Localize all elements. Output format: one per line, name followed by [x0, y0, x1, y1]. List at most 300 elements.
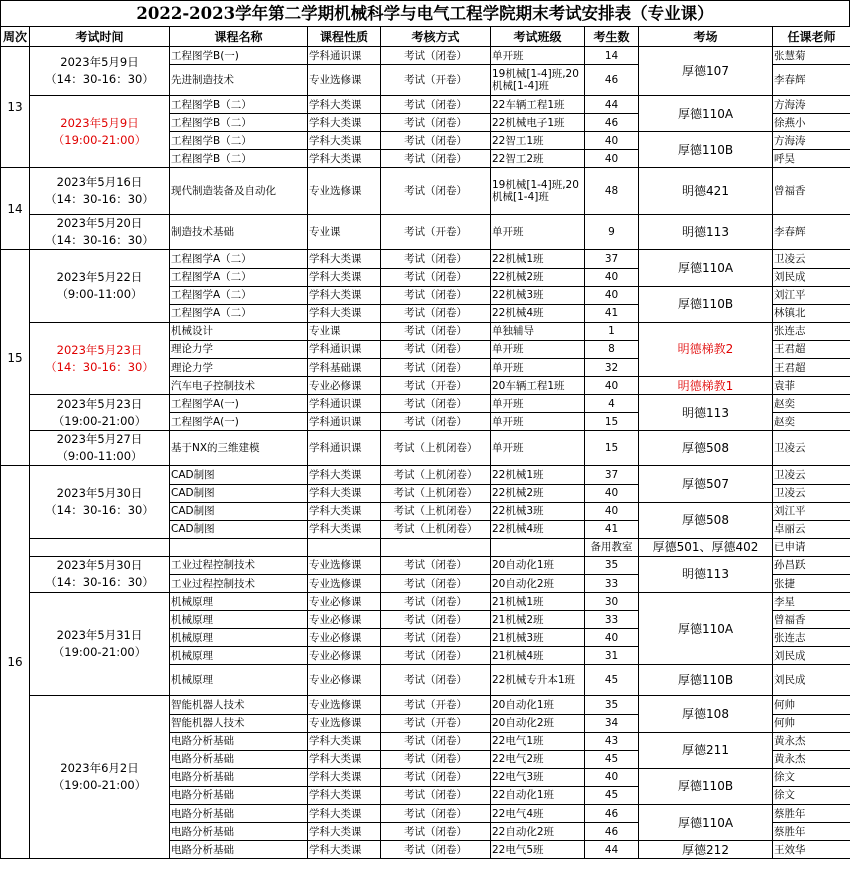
student-count: 46: [585, 65, 639, 96]
exam-method: 考试（上机闭卷）: [381, 484, 491, 502]
course-name: 机械原理: [170, 593, 308, 611]
exam-method: 考试（闭卷）: [381, 665, 491, 696]
student-count: 40: [585, 268, 639, 286]
exam-class: 20自动化1班: [491, 556, 585, 574]
teacher-name: 林镇北: [773, 304, 850, 322]
exam-slot: （19:00-21:00）: [52, 645, 147, 660]
exam-room: 明德113: [639, 215, 773, 250]
exam-time-cell: [30, 431, 170, 466]
course-nature: 学科通识课: [308, 431, 381, 466]
exam-schedule-table: [0, 26, 850, 859]
exam-slot: （14：30-16：30）: [45, 233, 154, 248]
exam-method: 考试（闭卷）: [381, 96, 491, 114]
header-room: 考场: [639, 27, 773, 47]
table-row: [1, 556, 850, 574]
course-name: 现代制造装备及自动化: [170, 168, 308, 215]
course-nature: 专业选修课: [308, 574, 381, 592]
exam-room: 厚德107: [639, 47, 773, 96]
table-row: [1, 593, 850, 611]
student-count: 1: [585, 322, 639, 340]
exam-time-cell: [30, 322, 170, 394]
teacher-name: 黄永杰: [773, 732, 850, 750]
student-count: 41: [585, 520, 639, 538]
course-name: 制造技术基础: [170, 215, 308, 250]
exam-class: 单开班: [491, 340, 585, 358]
header-week: 周次: [1, 27, 30, 47]
exam-time-cell: [30, 538, 170, 556]
exam-method: 考试（闭卷）: [381, 732, 491, 750]
exam-room: 厚德212: [639, 841, 773, 859]
header-course: 课程名称: [170, 27, 308, 47]
exam-room: 厚德508: [639, 431, 773, 466]
exam-method: 考试（闭卷）: [381, 611, 491, 629]
student-count: 35: [585, 696, 639, 714]
teacher-name: 李星: [773, 593, 850, 611]
course-name: 智能机器人技术: [170, 696, 308, 714]
course-nature: 学科通识课: [308, 340, 381, 358]
exam-class: 21机械3班: [491, 629, 585, 647]
course-nature: 专业必修课: [308, 611, 381, 629]
course-name: 工程图学A（二）: [170, 268, 308, 286]
course-name: 基于NX的三维建模: [170, 431, 308, 466]
exam-time-cell: [30, 215, 170, 250]
course-nature: 学科通识课: [308, 413, 381, 431]
teacher-name: 呼昊: [773, 150, 850, 168]
exam-class: 单开班: [491, 413, 585, 431]
course-name: 电路分析基础: [170, 823, 308, 841]
course-name: 智能机器人技术: [170, 714, 308, 732]
student-count: 45: [585, 786, 639, 804]
student-count: 46: [585, 805, 639, 823]
exam-class: 22机械2班: [491, 268, 585, 286]
teacher-name: 卫凌云: [773, 250, 850, 268]
exam-room: 明德梯教2: [639, 322, 773, 376]
course-name: 工程图学B(一): [170, 47, 308, 65]
exam-date: 2023年5月9日: [60, 115, 139, 130]
student-count: 40: [585, 502, 639, 520]
exam-date: 2023年6月2日: [60, 761, 139, 776]
student-count: 40: [585, 132, 639, 150]
student-count: 44: [585, 96, 639, 114]
exam-method: 考试（闭卷）: [381, 574, 491, 592]
course-nature: 学科大类课: [308, 805, 381, 823]
course-nature: 学科大类课: [308, 502, 381, 520]
exam-class: 20自动化1班: [491, 696, 585, 714]
course-name: 工程图学B（二）: [170, 114, 308, 132]
course-nature: 学科大类课: [308, 520, 381, 538]
exam-class: 22机械1班: [491, 466, 585, 484]
exam-class: 22电气3班: [491, 768, 585, 786]
student-count: 45: [585, 750, 639, 768]
student-count: 41: [585, 304, 639, 322]
exam-slot: （14：30-16：30）: [45, 359, 154, 374]
exam-time-cell: [30, 466, 170, 538]
exam-class: 22自动化1班: [491, 786, 585, 804]
course-name: [170, 538, 308, 556]
exam-class: 单开班: [491, 47, 585, 65]
exam-class: 22电气5班: [491, 841, 585, 859]
exam-slot: （9:00-11:00）: [56, 449, 143, 464]
exam-method: 考试（开卷）: [381, 696, 491, 714]
exam-method: 考试（闭卷）: [381, 593, 491, 611]
exam-date: 2023年5月30日: [56, 486, 143, 501]
teacher-name: 何帅: [773, 714, 850, 732]
exam-time-cell: [30, 47, 170, 96]
exam-room: 厚德110A: [639, 805, 773, 841]
table-row: [1, 696, 850, 714]
exam-room: 明德421: [639, 168, 773, 215]
course-nature: 专业选修课: [308, 168, 381, 215]
exam-slot: （9:00-11:00）: [56, 287, 143, 302]
course-name: 工程图学A（二）: [170, 304, 308, 322]
exam-room: 明德113: [639, 556, 773, 592]
exam-class: 19机械[1-4]班,20机械[1-4]班: [491, 168, 585, 215]
course-name: 汽车电子控制技术: [170, 377, 308, 395]
exam-class: 22机械4班: [491, 304, 585, 322]
course-nature: 专业选修课: [308, 556, 381, 574]
course-nature: 专业必修课: [308, 593, 381, 611]
exam-slot: （19:00-21:00）: [52, 132, 147, 147]
header-nature: 课程性质: [308, 27, 381, 47]
teacher-name: 刘民成: [773, 268, 850, 286]
course-name: 机械原理: [170, 665, 308, 696]
course-name: CAD制图: [170, 502, 308, 520]
exam-time-cell: [30, 96, 170, 168]
exam-method: 考试（上机闭卷）: [381, 466, 491, 484]
student-count: 40: [585, 768, 639, 786]
course-nature: 专业课: [308, 215, 381, 250]
student-count: 40: [585, 484, 639, 502]
exam-method: [381, 538, 491, 556]
student-count: 43: [585, 732, 639, 750]
exam-class: 22智工1班: [491, 132, 585, 150]
exam-time-cell: [30, 250, 170, 322]
week-cell: 15: [1, 250, 30, 466]
exam-class: [491, 538, 585, 556]
teacher-name: 卫凌云: [773, 466, 850, 484]
exam-class: 22机械3班: [491, 286, 585, 304]
exam-room: 厚德110B: [639, 286, 773, 322]
teacher-name: 方海涛: [773, 96, 850, 114]
course-nature: 学科大类课: [308, 466, 381, 484]
course-name: 电路分析基础: [170, 786, 308, 804]
table-row: [1, 96, 850, 114]
exam-room: 厚德110A: [639, 593, 773, 665]
course-name: 工业过程控制技术: [170, 574, 308, 592]
exam-method: 考试（开卷）: [381, 215, 491, 250]
teacher-name: 袁菲: [773, 377, 850, 395]
teacher-name: 曾福香: [773, 611, 850, 629]
course-name: 电路分析基础: [170, 841, 308, 859]
teacher-name: 王君超: [773, 359, 850, 377]
teacher-name: 卓丽云: [773, 520, 850, 538]
teacher-name: 卫凌云: [773, 484, 850, 502]
course-name: 机械设计: [170, 322, 308, 340]
student-count: 33: [585, 574, 639, 592]
teacher-name: 孙昌跃: [773, 556, 850, 574]
course-name: 工程图学B（二）: [170, 150, 308, 168]
exam-class: 22电气1班: [491, 732, 585, 750]
exam-room: 厚德110B: [639, 768, 773, 804]
exam-class: 20车辆工程1班: [491, 377, 585, 395]
course-nature: 专业选修课: [308, 65, 381, 96]
exam-class: 单开班: [491, 215, 585, 250]
teacher-name: 徐文: [773, 786, 850, 804]
exam-room: 厚德508: [639, 502, 773, 538]
exam-class: 22机械2班: [491, 484, 585, 502]
student-count: 14: [585, 47, 639, 65]
course-name: 理论力学: [170, 359, 308, 377]
teacher-name: 黄永杰: [773, 750, 850, 768]
course-nature: 学科大类课: [308, 823, 381, 841]
exam-class: 22机械4班: [491, 520, 585, 538]
exam-room: 厚德110A: [639, 250, 773, 286]
exam-method: 考试（开卷）: [381, 377, 491, 395]
course-nature: 学科大类课: [308, 268, 381, 286]
table-row: [1, 250, 850, 268]
course-nature: 学科通识课: [308, 395, 381, 413]
teacher-name: 方海涛: [773, 132, 850, 150]
exam-method: 考试（上机闭卷）: [381, 502, 491, 520]
teacher-name: 徐文: [773, 768, 850, 786]
course-nature: 专业必修课: [308, 629, 381, 647]
exam-method: 考试（闭卷）: [381, 340, 491, 358]
page-title: 2022-2023学年第二学期机械科学与电气工程学院期末考试安排表（专业课）: [0, 0, 850, 26]
exam-class: 单独辅导: [491, 322, 585, 340]
course-name: 工程图学B（二）: [170, 132, 308, 150]
exam-class: 21机械4班: [491, 647, 585, 665]
exam-room: 厚德108: [639, 696, 773, 732]
course-nature: 学科基础课: [308, 359, 381, 377]
exam-method: 考试（闭卷）: [381, 413, 491, 431]
teacher-name: 徐燕小: [773, 114, 850, 132]
exam-slot: （19:00-21:00）: [52, 778, 147, 793]
exam-slot: （14：30-16：30）: [45, 575, 154, 590]
exam-method: 考试（闭卷）: [381, 841, 491, 859]
exam-class: 22机械电子1班: [491, 114, 585, 132]
student-count: 30: [585, 593, 639, 611]
exam-method: 考试（闭卷）: [381, 556, 491, 574]
exam-method: 考试（闭卷）: [381, 768, 491, 786]
exam-time-cell: [30, 168, 170, 215]
teacher-name: 蔡胜年: [773, 805, 850, 823]
table-row: [1, 431, 850, 466]
student-count: 15: [585, 413, 639, 431]
course-nature: 学科大类课: [308, 750, 381, 768]
header-time: 考试时间: [30, 27, 170, 47]
exam-class: 22车辆工程1班: [491, 96, 585, 114]
exam-room: 厚德110B: [639, 132, 773, 168]
exam-class: 单开班: [491, 431, 585, 466]
course-name: CAD制图: [170, 520, 308, 538]
exam-class: 22机械3班: [491, 502, 585, 520]
student-count: 8: [585, 340, 639, 358]
course-nature: 学科大类课: [308, 732, 381, 750]
course-nature: 专业选修课: [308, 696, 381, 714]
table-row: [1, 538, 850, 556]
course-name: 工程图学A(一): [170, 395, 308, 413]
exam-method: 考试（闭卷）: [381, 132, 491, 150]
course-name: 电路分析基础: [170, 750, 308, 768]
course-nature: 学科大类课: [308, 304, 381, 322]
teacher-name: 王君超: [773, 340, 850, 358]
table-row: [1, 215, 850, 250]
course-name: 电路分析基础: [170, 732, 308, 750]
exam-slot: （19:00-21:00）: [52, 413, 147, 428]
course-nature: 学科大类课: [308, 786, 381, 804]
student-count: 37: [585, 466, 639, 484]
exam-class: 20自动化2班: [491, 574, 585, 592]
exam-room: 厚德110A: [639, 96, 773, 132]
teacher-name: 刘江平: [773, 286, 850, 304]
exam-class: 22自动化2班: [491, 823, 585, 841]
exam-time-cell: [30, 556, 170, 592]
exam-slot: （14：30-16：30）: [45, 503, 154, 518]
table-row: [1, 322, 850, 340]
exam-room: 明德梯教1: [639, 377, 773, 395]
course-name: 工程图学B（二）: [170, 96, 308, 114]
exam-method: 考试（闭卷）: [381, 250, 491, 268]
exam-method: 考试（闭卷）: [381, 629, 491, 647]
exam-method: 考试（闭卷）: [381, 150, 491, 168]
exam-method: 考试（闭卷）: [381, 647, 491, 665]
exam-slot: （14：30-16：30）: [45, 72, 154, 87]
student-count: 34: [585, 714, 639, 732]
course-name: 电路分析基础: [170, 768, 308, 786]
teacher-name: 刘江平: [773, 502, 850, 520]
course-name: 机械原理: [170, 629, 308, 647]
course-nature: 专业必修课: [308, 377, 381, 395]
exam-room: 厚德501、厚德402: [639, 538, 773, 556]
exam-method: 考试（闭卷）: [381, 395, 491, 413]
exam-method: 考试（开卷）: [381, 714, 491, 732]
student-count: 46: [585, 114, 639, 132]
exam-method: 考试（闭卷）: [381, 322, 491, 340]
course-nature: 学科大类课: [308, 132, 381, 150]
exam-method: 考试（上机闭卷）: [381, 520, 491, 538]
student-count: 33: [585, 611, 639, 629]
exam-class: 22电气4班: [491, 805, 585, 823]
exam-method: 考试（开卷）: [381, 65, 491, 96]
student-count: 35: [585, 556, 639, 574]
exam-class: 单开班: [491, 395, 585, 413]
exam-class: 22机械1班: [491, 250, 585, 268]
course-name: 工程图学A（二）: [170, 286, 308, 304]
exam-room: 厚德507: [639, 466, 773, 502]
course-nature: 专业必修课: [308, 647, 381, 665]
course-name: 工程图学A（二）: [170, 250, 308, 268]
teacher-name: 张连志: [773, 629, 850, 647]
exam-method: 考试（闭卷）: [381, 286, 491, 304]
exam-method: 考试（闭卷）: [381, 47, 491, 65]
teacher-name: 王效华: [773, 841, 850, 859]
student-count: 40: [585, 629, 639, 647]
table-row: [1, 466, 850, 484]
header-method: 考核方式: [381, 27, 491, 47]
course-nature: 专业课: [308, 322, 381, 340]
course-nature: 学科大类课: [308, 150, 381, 168]
course-name: 理论力学: [170, 340, 308, 358]
student-count: 4: [585, 395, 639, 413]
exam-method: 考试（闭卷）: [381, 786, 491, 804]
teacher-name: 李春辉: [773, 65, 850, 96]
course-nature: 学科通识课: [308, 47, 381, 65]
exam-class: 21机械1班: [491, 593, 585, 611]
student-count: 15: [585, 431, 639, 466]
teacher-name: 刘民成: [773, 647, 850, 665]
teacher-name: 已申请: [773, 538, 850, 556]
teacher-name: 曾福香: [773, 168, 850, 215]
student-count: 备用教室: [585, 538, 639, 556]
exam-time-cell: [30, 696, 170, 859]
exam-date: 2023年5月23日: [56, 396, 143, 411]
course-nature: 学科大类课: [308, 286, 381, 304]
student-count: 44: [585, 841, 639, 859]
student-count: 40: [585, 286, 639, 304]
teacher-name: 张捷: [773, 574, 850, 592]
teacher-name: 李春辉: [773, 215, 850, 250]
exam-room: 厚德110B: [639, 665, 773, 696]
exam-method: 考试（闭卷）: [381, 268, 491, 286]
student-count: 48: [585, 168, 639, 215]
exam-date: 2023年5月20日: [56, 216, 143, 231]
exam-slot: （14：30-16：30）: [45, 192, 154, 207]
exam-date: 2023年5月22日: [56, 270, 143, 285]
course-name: 先进制造技术: [170, 65, 308, 96]
teacher-name: 张连志: [773, 322, 850, 340]
exam-class: 21机械2班: [491, 611, 585, 629]
course-name: 机械原理: [170, 647, 308, 665]
exam-class: 22电气2班: [491, 750, 585, 768]
student-count: 40: [585, 377, 639, 395]
teacher-name: 刘民成: [773, 665, 850, 696]
student-count: 31: [585, 647, 639, 665]
student-count: 45: [585, 665, 639, 696]
course-nature: 学科大类课: [308, 841, 381, 859]
exam-class: 22机械专升本1班: [491, 665, 585, 696]
exam-method: 考试（闭卷）: [381, 168, 491, 215]
teacher-name: 卫凌云: [773, 431, 850, 466]
student-count: 40: [585, 150, 639, 168]
week-cell: 13: [1, 47, 30, 168]
course-name: 工程图学A(一): [170, 413, 308, 431]
exam-class: 22智工2班: [491, 150, 585, 168]
exam-date: 2023年5月9日: [60, 55, 139, 70]
teacher-name: 何帅: [773, 696, 850, 714]
exam-method: 考试（闭卷）: [381, 823, 491, 841]
exam-class: 19机械[1-4]班,20机械[1-4]班: [491, 65, 585, 96]
course-nature: [308, 538, 381, 556]
student-count: 32: [585, 359, 639, 377]
student-count: 9: [585, 215, 639, 250]
course-nature: 学科大类课: [308, 484, 381, 502]
exam-date: 2023年5月16日: [56, 175, 143, 190]
course-nature: 学科大类课: [308, 250, 381, 268]
course-nature: 学科大类课: [308, 768, 381, 786]
course-nature: 学科大类课: [308, 96, 381, 114]
header-row: [1, 27, 850, 47]
course-name: 工业过程控制技术: [170, 556, 308, 574]
exam-time-cell: [30, 593, 170, 696]
table-row: [1, 168, 850, 215]
exam-date: 2023年5月27日: [56, 432, 143, 447]
week-cell: 16: [1, 466, 30, 859]
exam-method: 考试（闭卷）: [381, 304, 491, 322]
exam-date: 2023年5月23日: [56, 342, 143, 357]
header-class: 考试班级: [491, 27, 585, 47]
header-teacher: 任课老师: [773, 27, 850, 47]
teacher-name: 张慧菊: [773, 47, 850, 65]
